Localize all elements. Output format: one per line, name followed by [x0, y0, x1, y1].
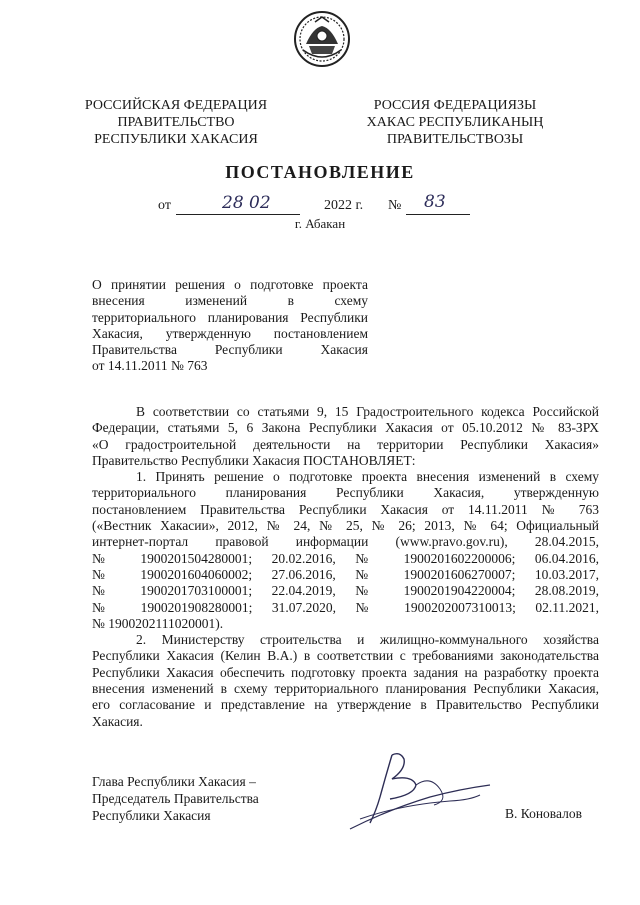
signatory-position — [92, 773, 312, 824]
body-line: интернет-портал правовой информации (www.pravo.gov.ru), 28.04.2015, — [92, 534, 599, 550]
document-body — [92, 404, 599, 730]
header-right-line: РОССИЯ ФЕДЕРАЦИЯЗЫ — [373, 98, 537, 113]
body-line: № 1900202111020001). — [92, 615, 224, 631]
body-line: внесения изменений в схему территориального планирования Республики Хакасия, — [92, 681, 599, 697]
body-line: Федерации, статьями 5, 6 Закона Республики Хакасия от 05.10.2012 № 83-ЗРХ — [92, 420, 599, 436]
body-line: 1. Принять решение о подготовке проекта внесения изменений в схему — [136, 469, 599, 485]
number-handwritten: 83 — [424, 192, 446, 212]
header-left-line: РОССИЙСКАЯ ФЕДЕРАЦИЯ — [84, 98, 268, 113]
body-line: № 1900201504280001; 20.02.2016, № 1900201602200006; 06.04.2016, — [92, 550, 599, 566]
body-line: Хакасия. — [92, 713, 143, 729]
date-year: 2022 г. — [324, 198, 364, 213]
handwritten-signature — [330, 745, 500, 835]
body-line: В соответствии со статьями 9, 15 Градостроительного кодекса Российской — [136, 404, 599, 419]
number-sign: № — [388, 198, 402, 213]
city: г. Абакан — [294, 216, 346, 231]
body-line: («Вестник Хакасии», 2012, № 24, № 25, № 26; 2013, № 64; Официальный — [92, 518, 599, 534]
body-line: его согласование и представление на утверждение в Правительство Республики — [92, 697, 599, 713]
body-line: территориального планирования Республики Хакасия, утвержденную — [92, 485, 599, 501]
body-line: Республики Хакасия обеспечить подготовку проекта задания на разработку проекта — [92, 664, 599, 680]
body-line: 2. Министерству строительства и жилищно-коммунального хозяйства — [136, 632, 599, 648]
body-line: постановлением Правительства Республики Хакасия от 14.11.2011 № 763 — [92, 501, 599, 517]
header-left — [66, 97, 286, 148]
signatory-position-line: Республики Хакасия — [92, 808, 211, 823]
subject-line: территориального планирования Республики — [92, 309, 368, 325]
subject-line: от 14.11.2011 № 763 — [92, 358, 208, 374]
header-left-line: РЕСПУБЛИКИ ХАКАСИЯ — [94, 132, 258, 147]
date-underline — [176, 214, 300, 215]
signatory-name: В. Коновалов — [505, 806, 582, 821]
document-title: ПОСТАНОВЛЕНИЕ — [225, 162, 415, 182]
coat-of-arms-emblem — [293, 10, 351, 68]
subject-line: Хакасия, утвержденную постановлением — [92, 325, 368, 341]
header-right-line: ХАКАС РЕСПУБЛИКАНЫҢ — [366, 115, 544, 130]
document-subject — [92, 277, 368, 375]
header-left-line: ПРАВИТЕЛЬСТВО — [117, 115, 235, 130]
date-handwritten: 28 02 — [222, 193, 271, 213]
subject-line: О принятии решения о подготовке проекта — [92, 277, 368, 292]
header-right — [340, 97, 570, 148]
header-right-line: ПРАВИТЕЛЬСТВОЗЫ — [386, 132, 524, 147]
body-line: № 1900201604060002; 27.06.2016, № 1900201606270007; 10.03.2017, — [92, 566, 599, 582]
body-line: № 1900201908280001; 31.07.2020, № 1900202007310013; 02.11.2021, — [92, 599, 599, 615]
body-line: «О градостроительной деятельности на территории Республики Хакасия» — [92, 436, 599, 452]
body-line: № 1900201703100001; 22.04.2019, № 1900201904220004; 28.08.2019, — [92, 583, 599, 599]
body-line: Правительство Республики Хакасия ПОСТАНОВЛЯЕТ: — [92, 452, 416, 468]
number-underline — [406, 214, 470, 215]
subject-line: Правительства Республики Хакасия — [92, 342, 368, 358]
body-line: Республики Хакасия (Келин В.А.) в соответствии с требованиями законодательства — [92, 648, 599, 664]
date-prefix: от — [158, 198, 171, 213]
signatory-position-line: Председатель Правительства — [92, 791, 259, 806]
signatory-position-line: Глава Республики Хакасия – — [92, 774, 256, 789]
subject-line: внесения изменений в схему — [92, 293, 368, 309]
